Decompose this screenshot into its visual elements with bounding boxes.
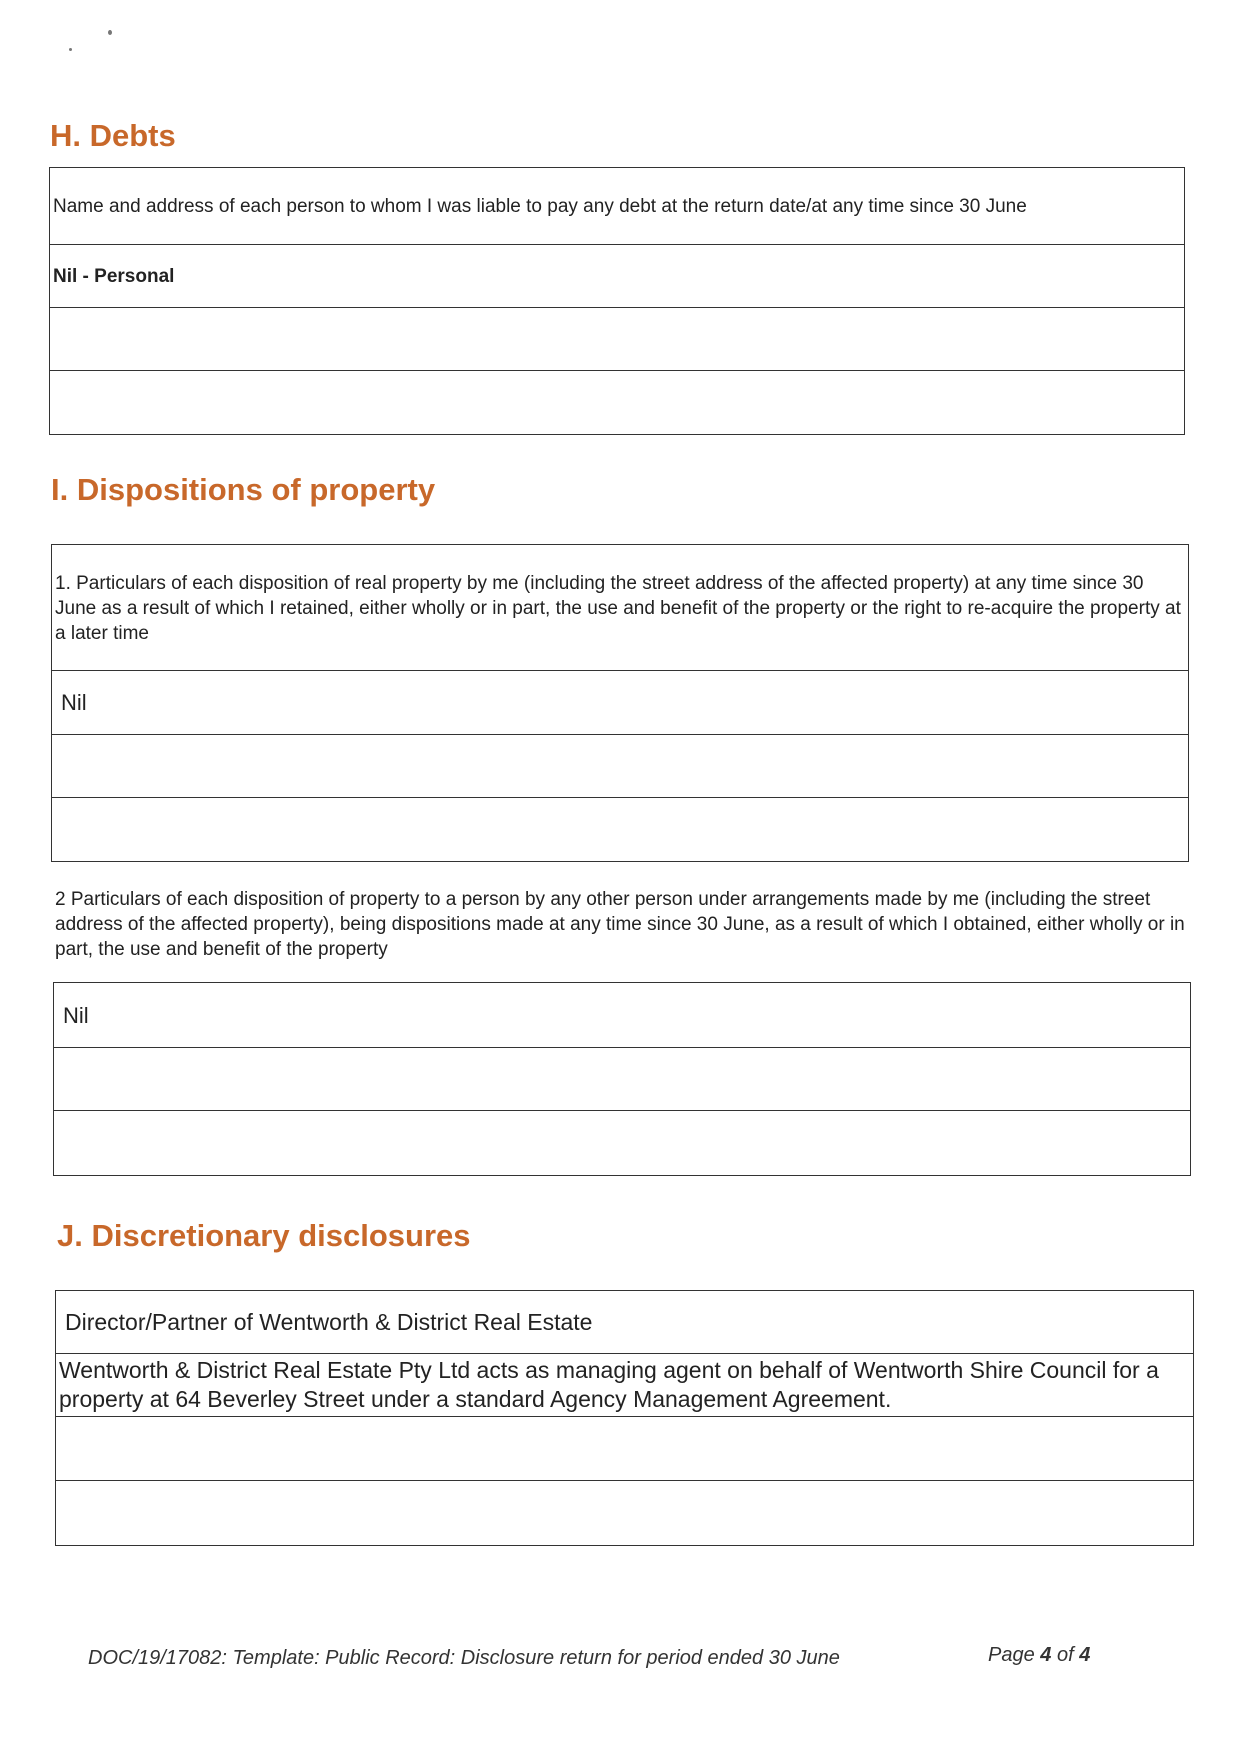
discretionary-details-row <box>56 1354 1193 1417</box>
footer-page-number <box>988 1644 1090 1667</box>
discretionary-role-text: Director/Partner of Wentworth & District Real Estate <box>65 1308 593 1335</box>
section-heading-discretionary: J. Discretionary disclosures <box>57 1218 471 1253</box>
page-of: of <box>1051 1644 1080 1666</box>
page-prefix: Page <box>988 1644 1041 1666</box>
dispositions-q2-table <box>53 982 1191 1176</box>
debts-answer-row <box>50 245 1184 308</box>
scan-speck <box>69 48 72 51</box>
discretionary-empty-row <box>56 1481 1193 1544</box>
page-current: 4 <box>1040 1644 1052 1666</box>
discretionary-table <box>55 1290 1194 1546</box>
page-total: 4 <box>1079 1644 1091 1666</box>
dispositions-q2-empty-row <box>54 1111 1190 1174</box>
footer-doc-reference: DOC/19/17082: Template: Public Record: Disclosure return for period ended 30 June <box>88 1647 840 1669</box>
dispositions-q2-question-text: 2 Particulars of each disposition of property to a person by any other person under arrangements made by me (including the street address of the affected property), being dispositions made at any time since 30 June, as a result of which I obtained, either wholly or in part, the use and benefit of the property <box>55 889 1185 960</box>
dispositions-q2-empty-row <box>54 1048 1190 1111</box>
dispositions-q2-answer-row <box>54 983 1190 1048</box>
dispositions-q1-empty-row <box>52 735 1188 798</box>
debts-question-row <box>50 168 1184 245</box>
discretionary-role-row <box>56 1291 1193 1354</box>
debts-answer-text: Nil - Personal <box>53 265 175 287</box>
debts-empty-row <box>50 308 1184 371</box>
debts-empty-row <box>50 371 1184 433</box>
dispositions-q1-question-row <box>52 545 1188 671</box>
discretionary-details-text: Wentworth & District Real Estate Pty Ltd acts as managing agent on behalf of Wentworth Shire Council for a property at 64 Beverley Street under a standard Agency Management Agreement. <box>59 1357 1159 1412</box>
section-heading-dispositions: I. Dispositions of property <box>51 472 436 507</box>
debts-table <box>49 167 1185 435</box>
dispositions-q1-answer-row <box>52 671 1188 735</box>
dispositions-q1-answer-text: Nil <box>61 690 87 715</box>
dispositions-q2-answer-text: Nil <box>63 1002 89 1028</box>
discretionary-empty-row <box>56 1417 1193 1481</box>
dispositions-q1-empty-row <box>52 798 1188 860</box>
scan-speck <box>108 30 112 35</box>
debts-question-text: Name and address of each person to whom I was liable to pay any debt at the return date/at any time since 30 June <box>53 195 1027 217</box>
dispositions-q1-question-text: 1. Particulars of each disposition of real property by me (including the street address of the affected property) at any time since 30 June as a result of which I retained, either wholly or in part, the use and benefit of the property or the right to re-acquire the property at a later time <box>55 573 1181 644</box>
section-heading-debts: H. Debts <box>50 118 176 153</box>
dispositions-q1-table <box>51 544 1189 862</box>
